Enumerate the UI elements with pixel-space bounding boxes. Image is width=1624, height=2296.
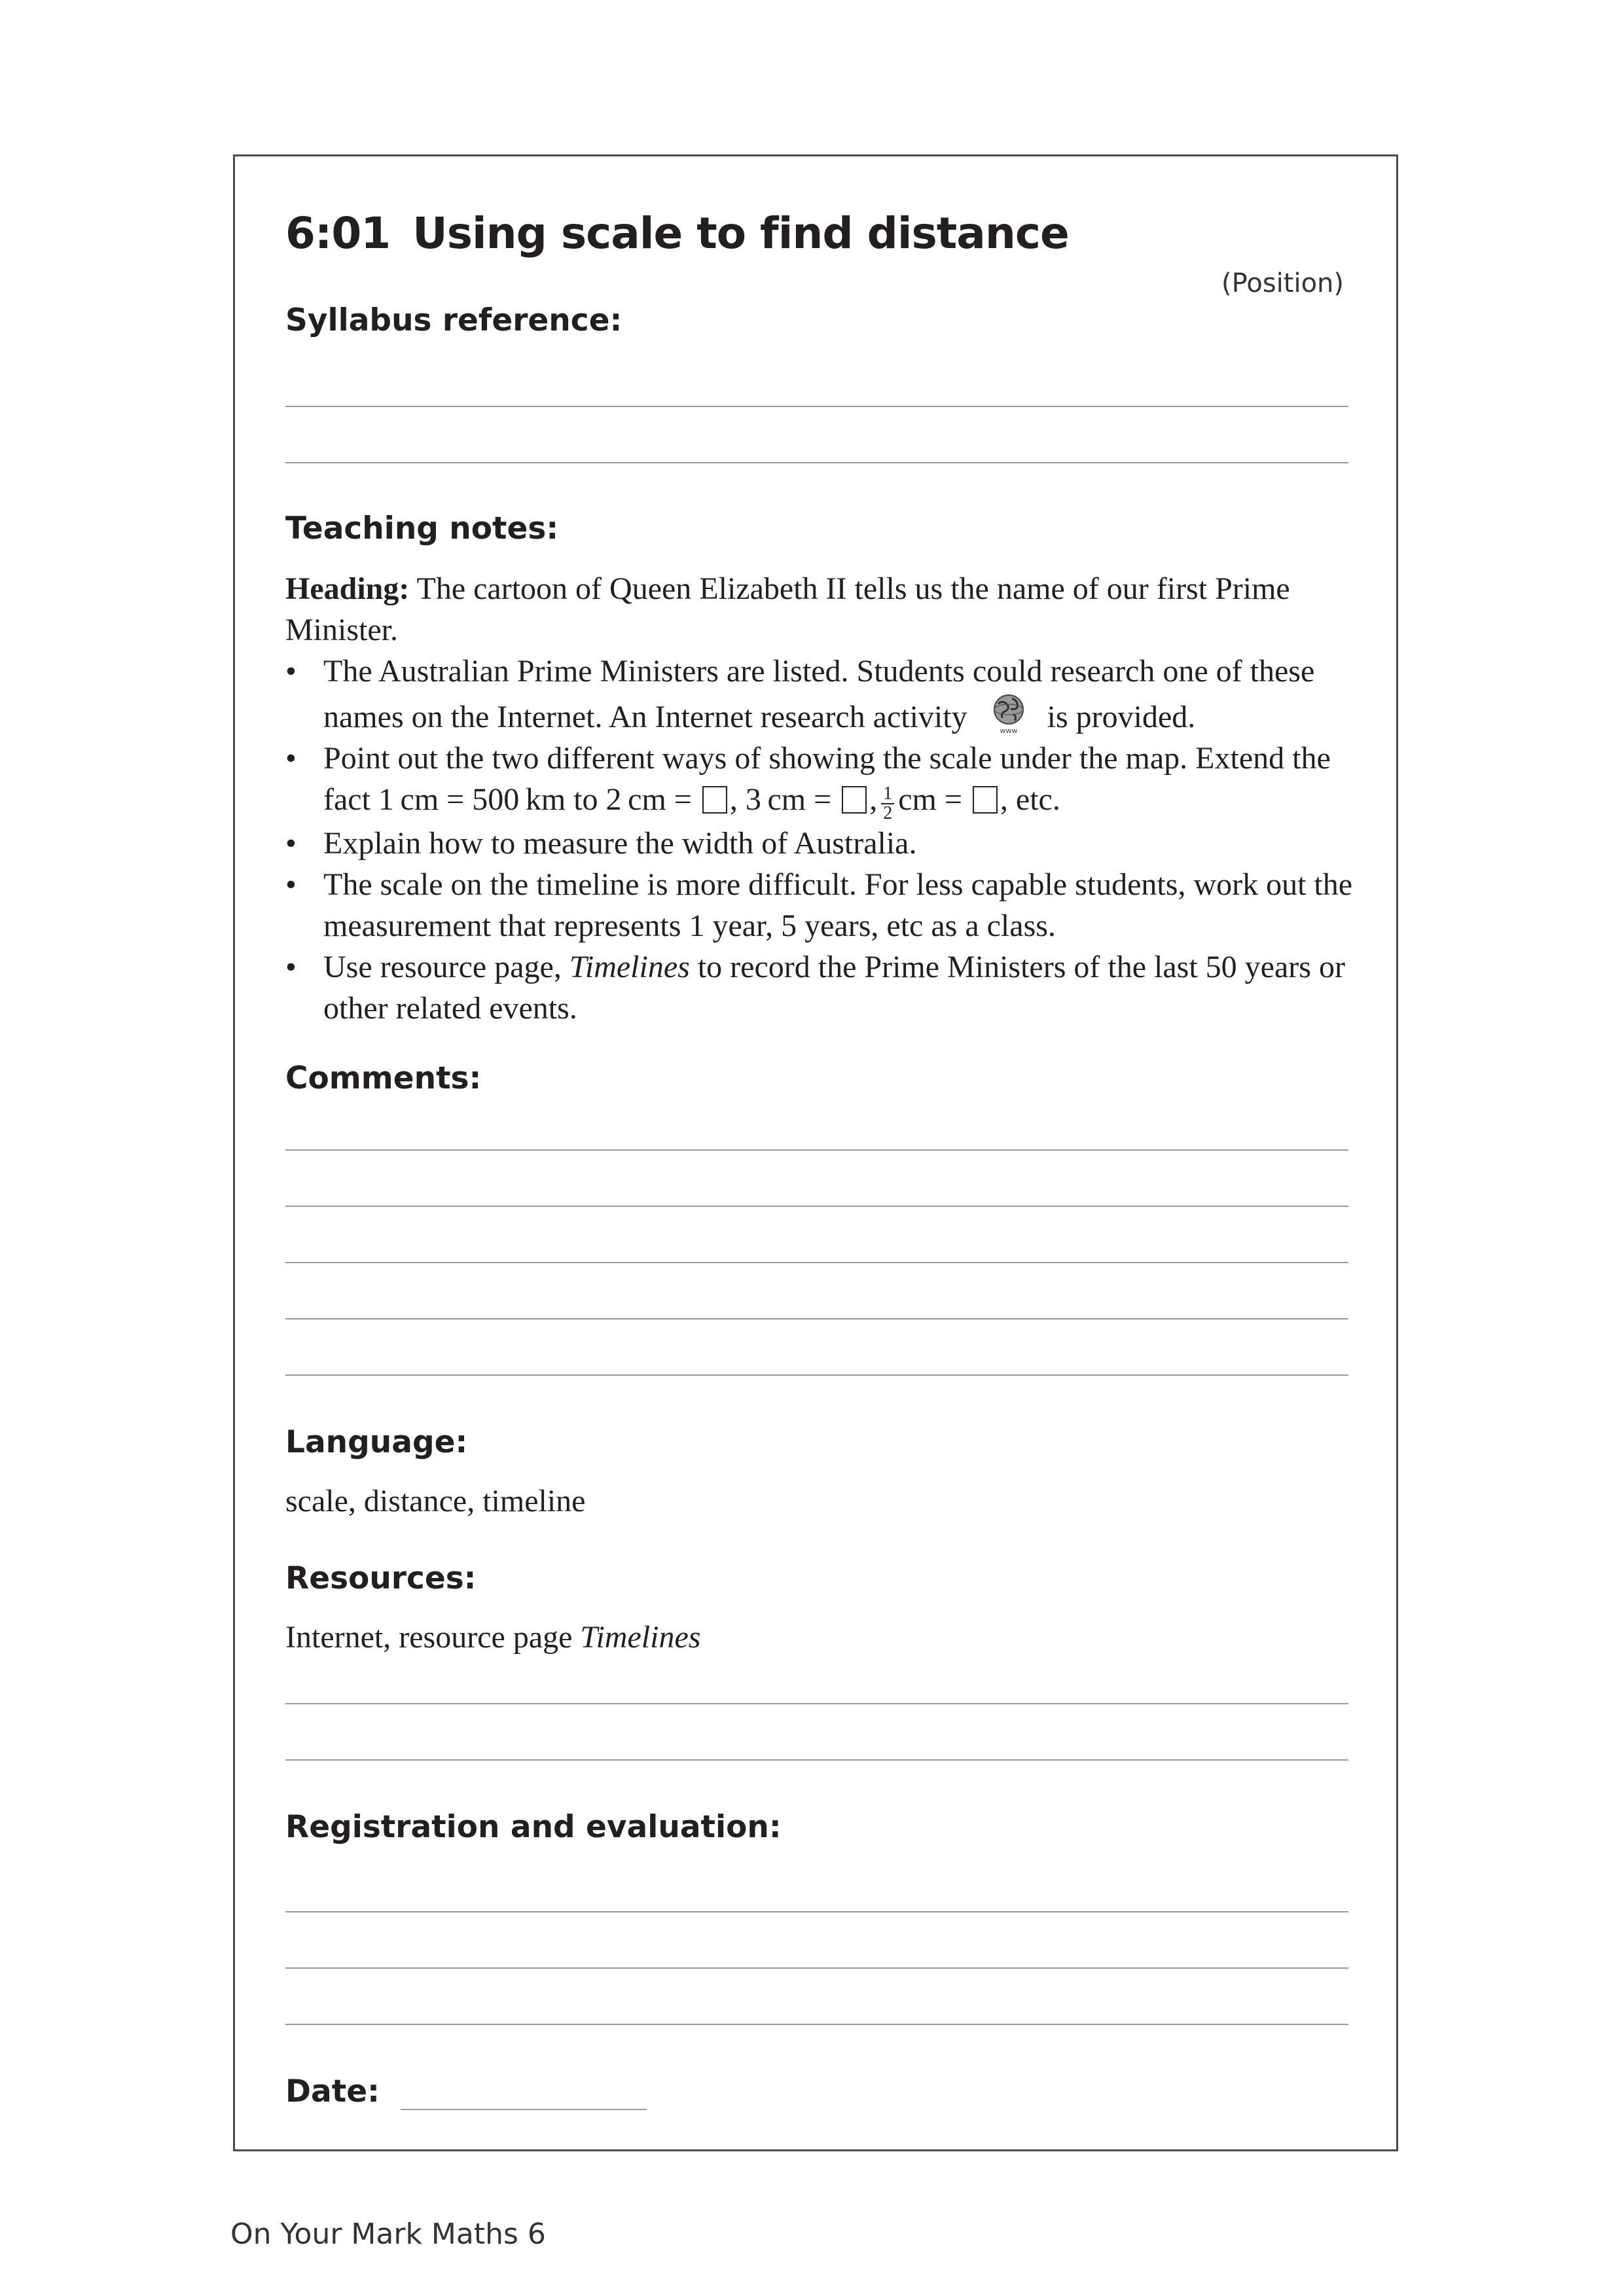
list-item — [285, 946, 1359, 1029]
footer-text: On Your Mark Maths 6 — [230, 2217, 546, 2251]
heading-note-text: The cartoon of Queen Elizabeth II tells us the name of our first Prime Minister. — [285, 571, 1290, 647]
heading-note-label: Heading: — [285, 571, 410, 606]
list-item — [285, 651, 1359, 738]
fraction-denominator: 2 — [883, 803, 893, 823]
comments-line[interactable] — [285, 1206, 1348, 1207]
bullet1-end: is provided. — [1047, 700, 1196, 734]
page-frame — [233, 154, 1398, 2151]
answer-box[interactable] — [702, 786, 727, 814]
teaching-notes-body — [285, 568, 1359, 1029]
page-title — [285, 208, 1069, 259]
globe-caption: www — [1000, 726, 1018, 735]
comments-line[interactable] — [285, 1318, 1348, 1319]
resources-line[interactable] — [285, 1759, 1348, 1761]
answer-box[interactable] — [842, 786, 867, 814]
list-item: • The scale on the timeline is more difficult. For less capable students, work out the measurement that represents 1 year, 5 years, etc as a class. — [285, 864, 1359, 946]
list-item — [285, 738, 1359, 823]
resources-line[interactable] — [285, 1703, 1348, 1704]
resources-text — [285, 1617, 1359, 1658]
bullet2-text: , etc. — [1000, 782, 1060, 817]
comments-line[interactable] — [285, 1262, 1348, 1263]
title-number: 6:01 — [285, 208, 391, 259]
bullet2-text: , — [869, 782, 878, 817]
position-label: (Position) — [1221, 268, 1344, 298]
language-text: scale, distance, timeline — [285, 1484, 586, 1518]
list-item: • Explain how to measure the width of Australia. — [285, 823, 1359, 864]
teaching-notes-list — [285, 651, 1359, 1029]
bullet2-text: cm = — [898, 782, 970, 817]
language-heading: Language: — [285, 1424, 468, 1460]
bullet5-text: Use resource page, — [323, 950, 569, 984]
resources-heading: Resources: — [285, 1560, 477, 1596]
comments-heading: Comments: — [285, 1060, 482, 1096]
bullet2-text: , 3 cm = — [729, 782, 840, 817]
bullet1-text: The Australian Prime Ministers are listed. Students could research one of these names on the Internet. An Internet research activity — [323, 654, 1315, 734]
title-text: Using scale to find distance — [412, 208, 1069, 259]
registration-line[interactable] — [285, 1967, 1348, 1969]
registration-line[interactable] — [285, 1911, 1348, 1912]
one-half-fraction — [881, 785, 894, 823]
resources-plain: Internet, resource page — [285, 1620, 581, 1655]
comments-line[interactable] — [285, 1374, 1348, 1376]
heading-note — [285, 568, 1359, 651]
date-label: Date: — [285, 2073, 380, 2109]
globe-www-icon — [987, 692, 1030, 735]
fraction-numerator: 1 — [881, 785, 894, 804]
bullet5-text: to record the Prime Ministers of the last 50 years or other related events. — [323, 950, 1345, 1026]
registration-heading: Registration and evaluation: — [285, 1809, 782, 1845]
resources-italic: Timelines — [580, 1620, 701, 1655]
syllabus-heading: Syllabus reference: — [285, 302, 623, 338]
syllabus-line-1[interactable] — [285, 406, 1348, 407]
bullet2-text: Point out the two different ways of showing the scale under the map. Extend the fact 1 cm = 500 km to 2 cm = — [323, 741, 1331, 817]
date-field-line[interactable] — [401, 2109, 647, 2110]
timelines-title: Timelines — [569, 950, 690, 984]
teaching-notes-heading: Teaching notes: — [285, 511, 559, 547]
syllabus-line-2[interactable] — [285, 462, 1348, 463]
registration-line[interactable] — [285, 2024, 1348, 2025]
answer-box[interactable] — [973, 786, 998, 814]
comments-line[interactable] — [285, 1149, 1348, 1151]
